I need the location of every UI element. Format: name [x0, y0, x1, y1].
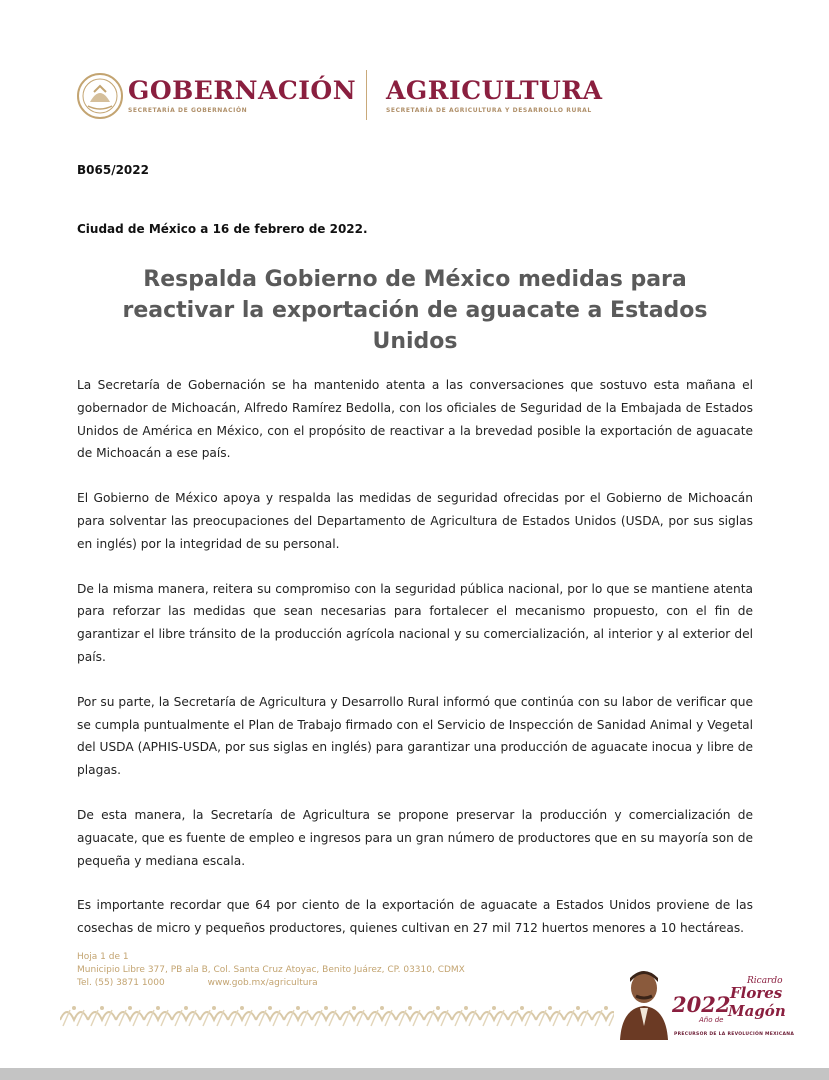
decorative-pattern	[60, 1000, 620, 1028]
badge-surname-1: Flores	[730, 984, 783, 1002]
bottom-bar	[0, 1068, 829, 1080]
logo-divider	[366, 70, 367, 120]
paragraph: De la misma manera, reitera su compromiso con la seguridad pública nacional, por lo que se mantiene atenta para reforzar las medidas que sean necesarias para fortalecer el mecanismo propuesto, con el fin de garantizar el libre tránsito de la producción agrícola nacional y su comercialización, al interior y al exterior del país.	[77, 581, 753, 664]
bulletin-number: B065/2022	[77, 163, 149, 177]
footer-phone: Tel. (55) 3871 1000	[77, 978, 165, 988]
portrait-icon	[614, 966, 674, 1040]
paragraph: Es importante recordar que 64 por ciento de la exportación de aguacate a Estados Unidos proviene de las cosechas de micro y pequeños productores, quienes cultivan en 27 mil 712 huertos menores a 10 hectáreas.	[77, 898, 753, 936]
badge-caption: PRECURSOR DE LA REVOLUCIÓN MEXICANA	[674, 1032, 795, 1037]
gobernacion-logo	[128, 76, 356, 114]
paragraph: De esta manera, la Secretaría de Agricultura se propone preservar la producción y comercialización de aguacate, que es fuente de empleo e ingresos para un gran número de productores que en su mayoría son de pequeña y mediana escala.	[77, 807, 753, 868]
letterhead	[76, 70, 636, 122]
mexico-seal-icon	[76, 72, 124, 120]
page-count: Hoja 1 de 1	[77, 952, 129, 962]
badge-anio: Año de	[699, 1016, 724, 1024]
footer-address: Municipio Libre 377, PB ala B, Col. Santa Cruz Atoyac, Benito Juárez, CP. 03310, CDMX	[77, 965, 465, 975]
flores-magon-badge	[610, 962, 795, 1042]
gobernacion-subtitle: SECRETARÍA DE GOBERNACIÓN	[128, 107, 248, 114]
footer-contact	[77, 977, 465, 990]
place-date: Ciudad de México a 16 de febrero de 2022.	[77, 222, 368, 236]
agricultura-subtitle: SECRETARÍA DE AGRICULTURA Y DESARROLLO RURAL	[386, 107, 592, 114]
paragraph: Por su parte, la Secretaría de Agricultura y Desarrollo Rural informó que continúa con su labor de verificar que se cumpla puntualmente el Plan de Trabajo firmado con el Servicio de Inspección de Sanidad Animal y Vegetal del USDA (APHIS-USDA, por sus siglas en inglés) para garantizar una producción de aguacate inocua y libre de plagas.	[77, 694, 753, 778]
badge-first-name: Ricardo	[747, 976, 783, 986]
gobernacion-name: GOBERNACIÓN	[128, 76, 357, 105]
page-title: Respalda Gobierno de México medidas para reactivar la exportación de aguacate a Estados Unidos	[122, 267, 708, 354]
paragraph: El Gobierno de México apoya y respalda las medidas de seguridad ofrecidas por el Gobierno de Michoacán para solventar las preocupaciones del Departamento de Agricultura de Estados Unidos (USDA, por sus siglas en inglés) por la integridad de su personal.	[77, 491, 753, 551]
body-text	[77, 374, 753, 962]
footer-info	[77, 951, 465, 990]
badge-surname-2: Magón	[728, 1002, 786, 1020]
agricultura-name: AGRICULTURA	[386, 76, 603, 105]
footer-website-link[interactable]: www.gob.mx/agricultura	[207, 978, 318, 988]
agricultura-logo	[386, 76, 603, 114]
paragraph: La Secretaría de Gobernación se ha mantenido atenta a las conversaciones que sostuvo esta mañana el gobernador de Michoacán, Alfredo Ramírez Bedolla, con los oficiales de Seguridad de la Embajada de Estados Unidos de América en México, con el propósito de reactivar a la brevedad posible la exportación de aguacate de Michoacán a ese país.	[77, 378, 753, 461]
badge-year: 2022	[672, 992, 731, 1017]
